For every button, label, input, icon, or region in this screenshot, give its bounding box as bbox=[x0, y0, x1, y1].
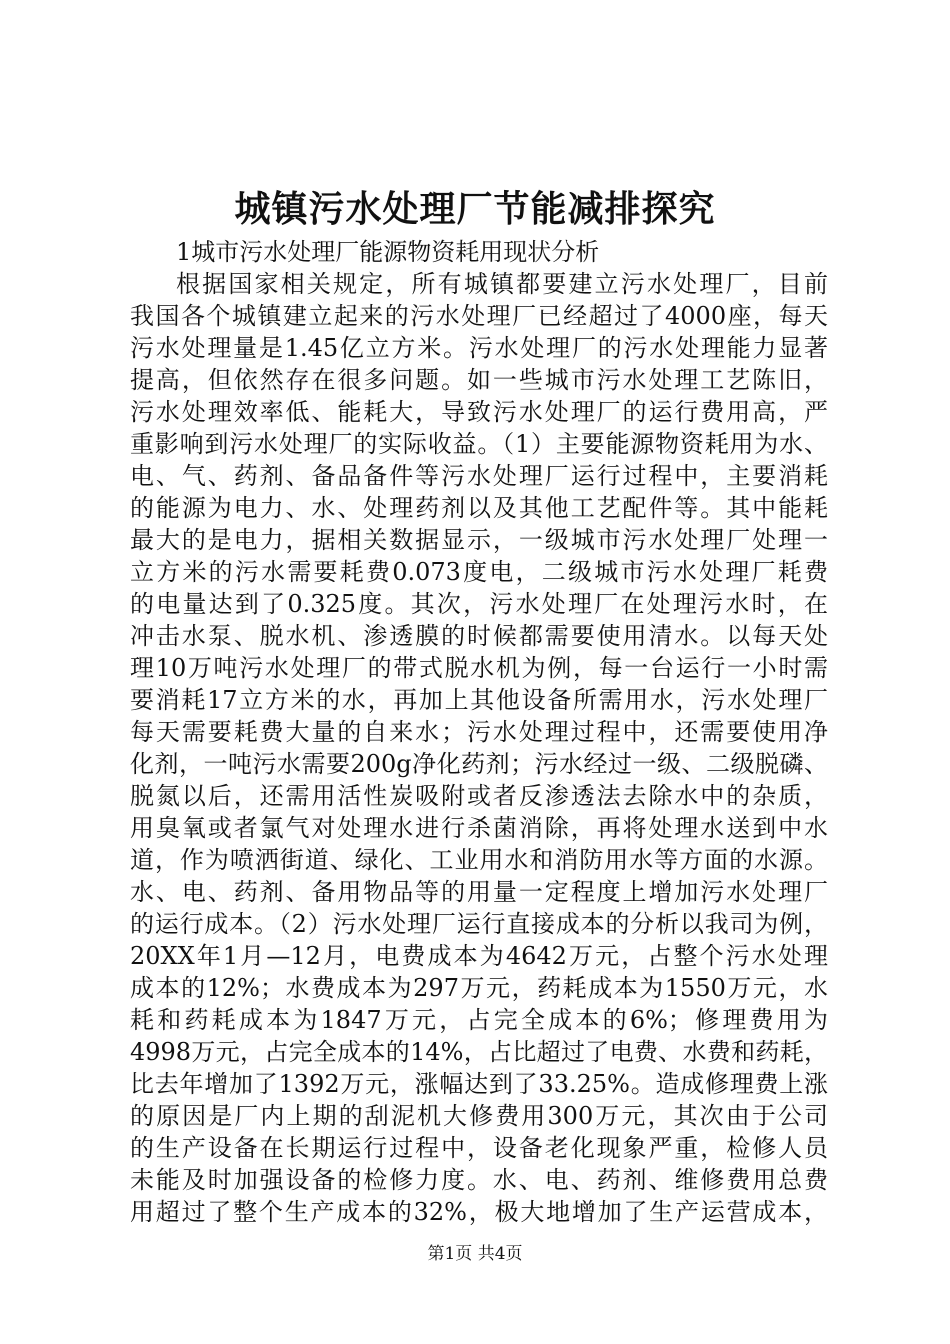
paragraph-line: 污水处理效率低、能耗大，导致污水处理厂的运行费用高，严 bbox=[130, 398, 828, 426]
paragraph-line: 的电量达到了0.325度。其次，污水处理厂在处理污水时，在 bbox=[130, 590, 828, 618]
paragraph-line: 脱氮以后，还需用活性炭吸附或者反渗透法去除水中的杂质， bbox=[130, 782, 828, 810]
paragraph-line: 提高，但依然存在很多问题。如一些城市污水处理工艺陈旧， bbox=[130, 366, 828, 394]
paragraph-line: 重影响到污水处理厂的实际收益。（1）主要能源物资耗用为水、 bbox=[130, 430, 828, 458]
paragraph-line: 水、电、药剂、备用物品等的用量一定程度上增加污水处理厂 bbox=[130, 878, 828, 906]
paragraph-line: 未能及时加强设备的检修力度。水、电、药剂、维修费用总费 bbox=[130, 1166, 828, 1194]
paragraph-line: 冲击水泵、脱水机、渗透膜的时候都需要使用清水。以每天处 bbox=[130, 622, 828, 650]
paragraph-line: 4998万元，占完全成本的14%，占比超过了电费、水费和药耗， bbox=[130, 1038, 828, 1066]
paragraph-line: 电、气、药剂、备品备件等污水处理厂运行过程中，主要消耗 bbox=[130, 462, 828, 490]
paragraph-line: 耗和药耗成本为1847万元，占完全成本的6%；修理费用为 bbox=[130, 1006, 828, 1034]
paragraph-line: 用臭氧或者氯气对处理水进行杀菌消除，再将处理水送到中水 bbox=[130, 814, 828, 842]
paragraph-line: 最大的是电力，据相关数据显示，一级城市污水处理厂处理一 bbox=[130, 526, 828, 554]
paragraph-line: 20XX年1月—12月，电费成本为4642万元，占整个污水处理 bbox=[130, 942, 828, 970]
paragraph-line: 每天需要耗费大量的自来水；污水处理过程中，还需要使用净 bbox=[130, 718, 828, 746]
paragraph-line: 用超过了整个生产成本的32%，极大地增加了生产运营成本， bbox=[130, 1198, 828, 1226]
document-body bbox=[130, 236, 828, 1228]
section-heading: 1城市污水处理厂能源物资耗用现状分析 bbox=[176, 238, 600, 266]
paragraph-line: 的生产设备在长期运行过程中，设备老化现象严重，检修人员 bbox=[130, 1134, 828, 1162]
paragraph-line: 的能源为电力、水、处理药剂以及其他工艺配件等。其中能耗 bbox=[130, 494, 828, 522]
document-title: 城镇污水处理厂节能减排探究 bbox=[234, 188, 716, 230]
paragraph-line: 要消耗17立方米的水，再加上其他设备所需用水，污水处理厂 bbox=[130, 686, 828, 714]
paragraph-line: 比去年增加了1392万元，涨幅达到了33.25%。造成修理费上涨 bbox=[130, 1070, 828, 1098]
paragraph-line: 的原因是厂内上期的刮泥机大修费用300万元，其次由于公司 bbox=[130, 1102, 828, 1130]
paragraph-line: 立方米的污水需要耗费0.073度电，二级城市污水处理厂耗费 bbox=[130, 558, 828, 586]
paragraph-line: 根据国家相关规定，所有城镇都要建立污水处理厂，目前 bbox=[176, 270, 828, 298]
paragraph-line: 成本的12%；水费成本为297万元，药耗成本为1550万元，水 bbox=[130, 974, 828, 1002]
page-footer: 第1页 共4页 bbox=[427, 1244, 523, 1264]
paragraph-line: 理10万吨污水处理厂的带式脱水机为例，每一台运行一小时需 bbox=[130, 654, 828, 682]
paragraph-line: 的运行成本。（2）污水处理厂运行直接成本的分析以我司为例， bbox=[130, 910, 828, 938]
paragraph-line: 道，作为喷洒街道、绿化、工业用水和消防用水等方面的水源。 bbox=[130, 846, 828, 874]
paragraph-line: 化剂，一吨污水需要200g净化药剂；污水经过一级、二级脱磷、 bbox=[130, 750, 828, 778]
paragraph-line: 污水处理量是1.45亿立方米。污水处理厂的污水处理能力显著 bbox=[130, 334, 828, 362]
paragraph-line: 我国各个城镇建立起来的污水处理厂已经超过了4000座，每天 bbox=[130, 302, 828, 330]
